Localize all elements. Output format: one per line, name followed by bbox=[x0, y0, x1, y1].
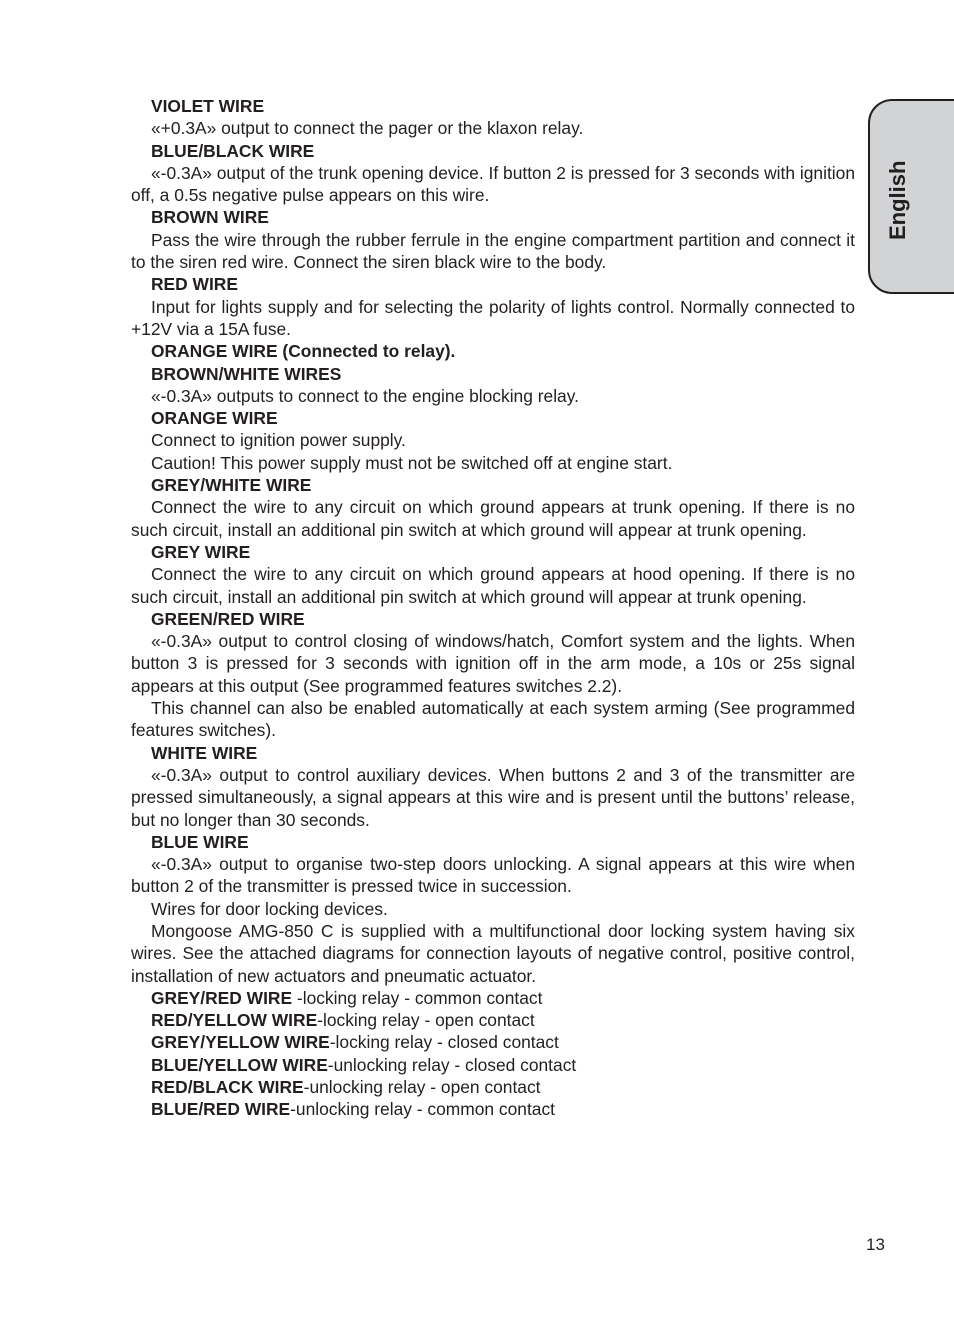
section-heading-brown-white-wires: BROWN/WHITE WIRES bbox=[151, 363, 342, 384]
relay-wire-desc: -unlocking relay - common contact bbox=[290, 1099, 555, 1120]
relay-wire-name: RED/BLACK WIRE bbox=[151, 1077, 304, 1098]
language-tab bbox=[868, 99, 954, 294]
relay-wire-name: RED/YELLOW WIRE bbox=[151, 1010, 318, 1031]
section-text-green-red-wire: «-0.3A» output to control closing of windows/hatch, Comfort system and the lights. When button 3 is pressed for 3 seconds with ignition off in the arm mode, a 10s or 25s signal appears at this output (See programmed features switches 2.2). bbox=[131, 631, 855, 696]
manual-content bbox=[131, 95, 855, 1121]
relay-wire-desc: -locking relay - common contact bbox=[292, 987, 543, 1008]
section-heading-green-red-wire: GREEN/RED WIRE bbox=[151, 608, 305, 629]
relay-wire-row bbox=[131, 1031, 855, 1053]
section-text-violet-wire: «+0.3A» output to connect the pager or the klaxon relay. bbox=[151, 118, 584, 139]
section-text-brown-wire: Pass the wire through the rubber ferrule in the engine compartment partition and connect it to the siren red wire. Connect the siren black wire to the body. bbox=[131, 229, 855, 273]
page-number: 13 bbox=[866, 1235, 885, 1254]
relay-wire-name: BLUE/RED WIRE bbox=[151, 1099, 291, 1120]
section-text-white-wire: «-0.3A» output to control auxiliary devices. When buttons 2 and 3 of the transmitter are pressed simultaneously, a signal appears at this wire and is present until the buttons’ release, but no longer than 30 seconds. bbox=[131, 764, 855, 830]
language-tab-label: English bbox=[885, 160, 910, 240]
section-heading-orange-wire: ORANGE WIRE bbox=[151, 408, 278, 429]
section-heading-brown-wire: BROWN WIRE bbox=[151, 207, 269, 228]
section-heading-grey-white-wire: GREY/WHITE WIRE bbox=[151, 475, 312, 496]
section-heading-orange-wire-relay: ORANGE WIRE (Connected to relay). bbox=[151, 341, 456, 362]
relay-wire-row bbox=[131, 987, 855, 1009]
relay-wire-desc: -unlocking relay - open contact bbox=[303, 1077, 541, 1098]
relay-wire-row bbox=[131, 1076, 855, 1098]
relay-wire-name: BLUE/YELLOW WIRE bbox=[151, 1054, 328, 1075]
relay-wire-name: GREY/RED WIRE bbox=[151, 987, 293, 1008]
section-text-grey-white-wire: Connect the wire to any circuit on which ground appears at trunk opening. If there is no such circuit, install an additional pin switch at which ground will appear at trunk opening. bbox=[131, 497, 855, 540]
section-text-brown-white-wires: «-0.3A» outputs to connect to the engine blocking relay. bbox=[151, 385, 579, 406]
section-text-red-wire: Input for lights supply and for selecting the polarity of lights control. Normally connected to +12V via a 15A fuse. bbox=[131, 296, 855, 339]
section-heading-white-wire: WHITE WIRE bbox=[151, 742, 258, 763]
section-text3-blue-wire: Mongoose AMG-850 C is supplied with a multifunctional door locking system having six wires. See the attached diagrams for connection layouts of negative control, positive control, installation of new actuators and pneumatic actuator. bbox=[131, 920, 855, 986]
relay-wire-desc: -locking relay - open contact bbox=[317, 1010, 535, 1031]
relay-wire-name: GREY/YELLOW WIRE bbox=[151, 1032, 330, 1053]
section-text-grey-wire: Connect the wire to any circuit on which ground appears at hood opening. If there is no such circuit, install an additional pin switch at which ground will appear at trunk opening. bbox=[131, 564, 855, 607]
section-text-blue-wire: «-0.3A» output to organise two-step doors unlocking. A signal appears at this wire when button 2 of the transmitter is pressed twice in succession. bbox=[131, 854, 855, 897]
section-heading-violet-wire: VIOLET WIRE bbox=[151, 96, 265, 116]
relay-wire-row bbox=[131, 1098, 855, 1120]
relay-wire-row bbox=[131, 1009, 855, 1031]
relay-wire-desc: -locking relay - closed contact bbox=[329, 1032, 559, 1053]
relay-wire-row bbox=[131, 1054, 855, 1076]
section-text-blue-black-wire: «-0.3A» output of the trunk opening device. If button 2 is pressed for 3 seconds with ignition off, a 0.5s negative pulse appears on this wire. bbox=[131, 162, 855, 206]
relay-wire-desc: -unlocking relay - closed contact bbox=[327, 1054, 577, 1075]
section-text2-green-red-wire: This channel can also be enabled automatically at each system arming (See programmed features switches). bbox=[131, 698, 855, 741]
section-heading-red-wire: RED WIRE bbox=[151, 274, 238, 295]
section-heading-grey-wire: GREY WIRE bbox=[151, 541, 251, 562]
section-text2-blue-wire: Wires for door locking devices. bbox=[151, 898, 388, 919]
section-heading-blue-wire: BLUE WIRE bbox=[151, 831, 249, 852]
section-caution-orange-wire: Caution! This power supply must not be switched off at engine start. bbox=[151, 452, 673, 473]
section-heading-blue-black-wire: BLUE/BLACK WIRE bbox=[151, 140, 315, 161]
section-text-orange-wire: Connect to ignition power supply. bbox=[151, 430, 406, 451]
